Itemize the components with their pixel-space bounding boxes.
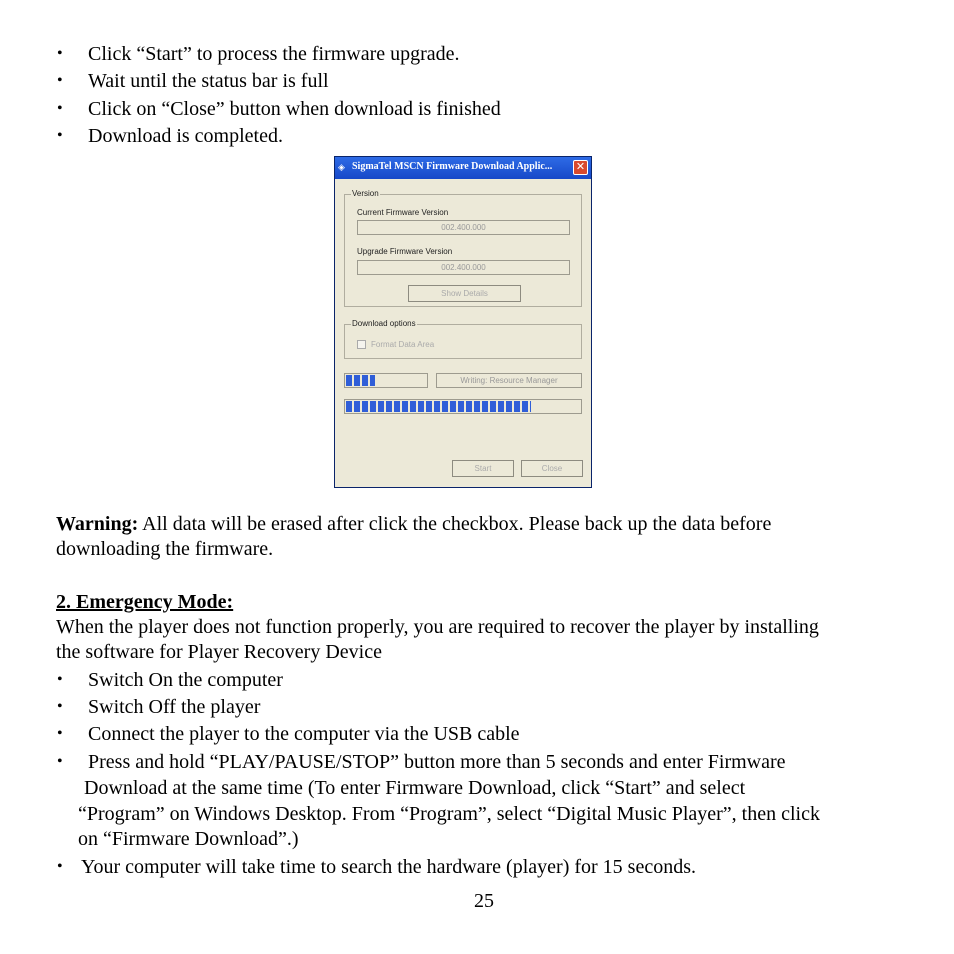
bullet-marker: • xyxy=(57,725,63,742)
app-icon: ◈ xyxy=(338,162,345,172)
bullet-wait-text: Wait until the status bar is full xyxy=(88,70,329,92)
warning-label: Warning: xyxy=(56,513,139,535)
bullet-press-hold: Press and hold “PLAY/PAUSE/STOP” button more than 5 seconds and enter Firmware xyxy=(88,751,786,773)
bullet-start-text: Click “Start” to process the firmware upgrade. xyxy=(88,43,460,65)
bullet-switch-off: Switch Off the player xyxy=(88,696,261,718)
stage-progress-bar xyxy=(344,373,428,388)
current-version-field: 002.400.000 xyxy=(357,220,570,235)
bullet-search-hardware: Your computer will take time to search the hardware (player) for 15 seconds. xyxy=(81,856,696,878)
warning-text-cont: downloading the firmware. xyxy=(56,538,274,560)
warning-paragraph xyxy=(56,512,771,536)
warning-text: All data will be erased after click the checkbox. Please back up the data before xyxy=(142,513,772,535)
dialog-close-button[interactable]: Close xyxy=(521,460,583,477)
overall-progress-bar xyxy=(344,399,582,414)
bullet-marker: • xyxy=(57,753,63,770)
start-button[interactable]: Start xyxy=(452,460,514,477)
format-data-checkbox[interactable] xyxy=(357,340,366,349)
bullet-connect: Connect the player to the computer via the USB cable xyxy=(88,723,520,745)
upgrade-version-label: Upgrade Firmware Version xyxy=(357,247,453,256)
bullet-press-hold-cont1: Download at the same time (To enter Firmware Download, click “Start” and select xyxy=(84,777,746,799)
bullet-press-hold-cont2: “Program” on Windows Desktop. From “Program”, select “Digital Music Player”, then click xyxy=(78,803,820,825)
bullet-press-hold-cont3: on “Firmware Download”.) xyxy=(78,828,299,850)
bullet-switch-on: Switch On the computer xyxy=(88,669,283,691)
format-data-label: Format Data Area xyxy=(371,340,435,349)
intro-text-cont: the software for Player Recovery Device xyxy=(56,641,382,663)
bullet-marker: • xyxy=(57,698,63,715)
version-group xyxy=(344,189,582,307)
status-text-field: Writing: Resource Manager xyxy=(436,373,582,388)
download-options-group xyxy=(344,319,582,359)
bullet-marker: • xyxy=(57,127,63,144)
bullet-marker: • xyxy=(57,858,63,875)
bullet-close-text: Click on “Close” button when download is finished xyxy=(88,98,501,120)
close-icon[interactable]: ✕ xyxy=(573,160,588,175)
bullet-marker: • xyxy=(57,100,63,117)
stage-progress-fill xyxy=(346,375,375,386)
show-details-button[interactable]: Show Details xyxy=(408,285,521,302)
current-version-label: Current Firmware Version xyxy=(357,208,449,217)
dialog-titlebar[interactable] xyxy=(335,157,591,179)
intro-text: When the player does not function properly, you are required to recover the player by installing xyxy=(56,616,819,638)
firmware-download-dialog xyxy=(334,156,592,488)
dialog-title: SigmaTel MSCN Firmware Download Applic... xyxy=(352,161,553,172)
bullet-marker: • xyxy=(57,671,63,688)
overall-progress-fill xyxy=(346,401,531,412)
download-options-label: Download options xyxy=(352,319,416,328)
bullet-marker: • xyxy=(57,72,63,89)
section-heading: 2. Emergency Mode: xyxy=(56,591,234,613)
bullet-completed-text: Download is completed. xyxy=(88,125,283,147)
page-number: 25 xyxy=(474,890,494,912)
version-group-label: Version xyxy=(352,189,379,198)
upgrade-version-field: 002.400.000 xyxy=(357,260,570,275)
bullet-marker: • xyxy=(57,45,63,62)
